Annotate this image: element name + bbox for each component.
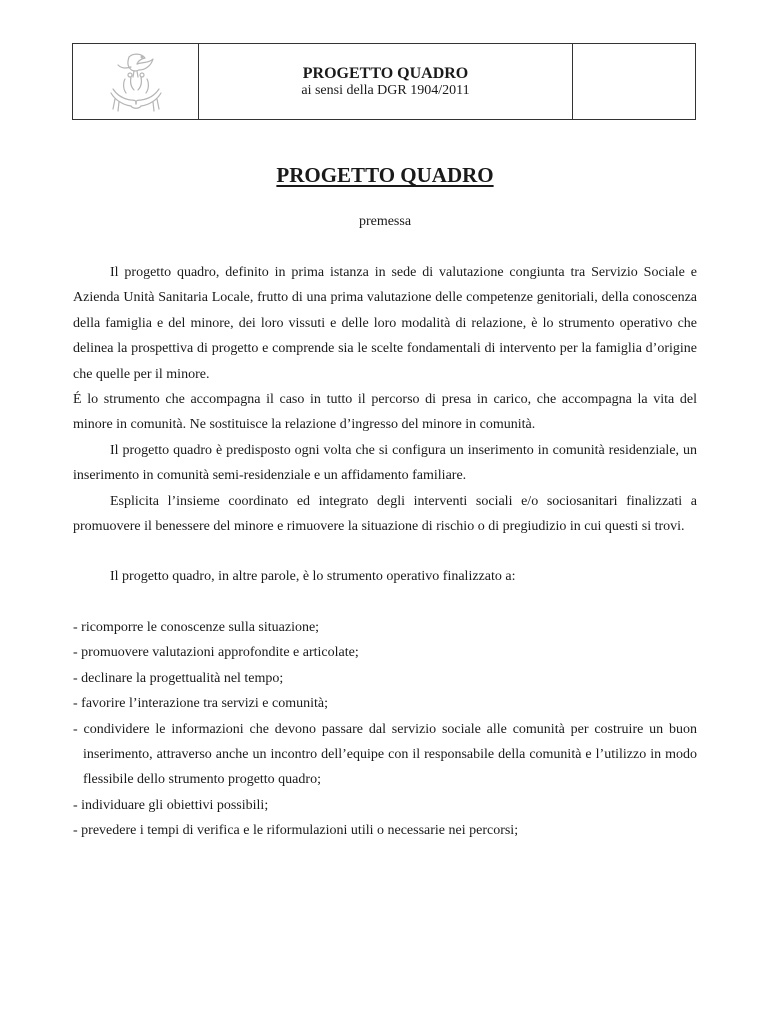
list-item: - promuovere valutazioni approfondite e articolate; xyxy=(73,645,359,661)
header-subtitle: ai sensi della DGR 1904/2011 xyxy=(301,82,470,98)
list-item: - prevedere i tempi di verifica e le riformulazioni utili o necessarie nei percorsi; xyxy=(73,823,519,839)
document-title: PROGETTO QUADRO xyxy=(276,163,494,187)
spacer xyxy=(73,539,697,564)
spacer xyxy=(73,590,697,615)
document-body xyxy=(73,260,697,844)
header-table xyxy=(72,43,696,120)
header-empty-cell xyxy=(573,44,695,119)
list-item: - favorire l’interazione tra servizi e comunità; xyxy=(73,696,328,712)
paragraph: Esplicita l’insieme coordinato ed integrato degli interventi sociali e/o sociosanitari finalizzati a promuovere il benessere del minore e rimuovere la situazione di rischio o di pregiudizio in cui questi si trovi. xyxy=(73,493,697,535)
list-item: - individuare gli obiettivi possibili; xyxy=(73,797,269,813)
header-title: PROGETTO QUADRO xyxy=(302,64,469,82)
list-item: - declinare la progettualità nel tempo; xyxy=(73,670,284,686)
paragraph: Il progetto quadro, definito in prima istanza in sede di valutazione congiunta tra Servizio Sociale e Azienda Unità Sanitaria Locale, frutto di una prima valutazione delle competenze genitoriali, della conoscenza della famiglia e del minore, dei loro vissuti e delle loro modalità di relazione, è lo strumento operativo che delinea la prospettiva di progetto e comprende sia le scelte fondamentali di intervento per la famiglia d’origine che quelle per il minore. xyxy=(73,265,697,382)
header-title-cell xyxy=(199,44,573,119)
paragraph: Il progetto quadro è predisposto ogni volta che si configura un inserimento in comunità residenziale, un inserimento in comunità semi-residenziale e un affidamento familiare. xyxy=(73,442,697,484)
list-item: - condividere le informazioni che devono passare dal servizio sociale alle comunità per costruire un buon inserimento, attraverso anche un incontro dell’equipe con il responsabile della comunità e l’utilizzo in modo flessibile dello strumento progetto quadro; xyxy=(73,721,697,788)
paragraph: Il progetto quadro, in altre parole, è lo strumento operativo finalizzato a: xyxy=(110,569,516,585)
document-subtitle: premessa xyxy=(358,214,412,229)
paragraph: É lo strumento che accompagna il caso in tutto il percorso di presa in carico, che accompagna la vita del minore in comunità. Ne sostituisce la relazione d’ingresso del minore in comunità. xyxy=(73,392,697,433)
dove-hands-logo-icon xyxy=(101,49,171,115)
header-logo-cell xyxy=(73,44,199,119)
list-item: - ricomporre le conoscenze sulla situazione; xyxy=(73,619,320,635)
